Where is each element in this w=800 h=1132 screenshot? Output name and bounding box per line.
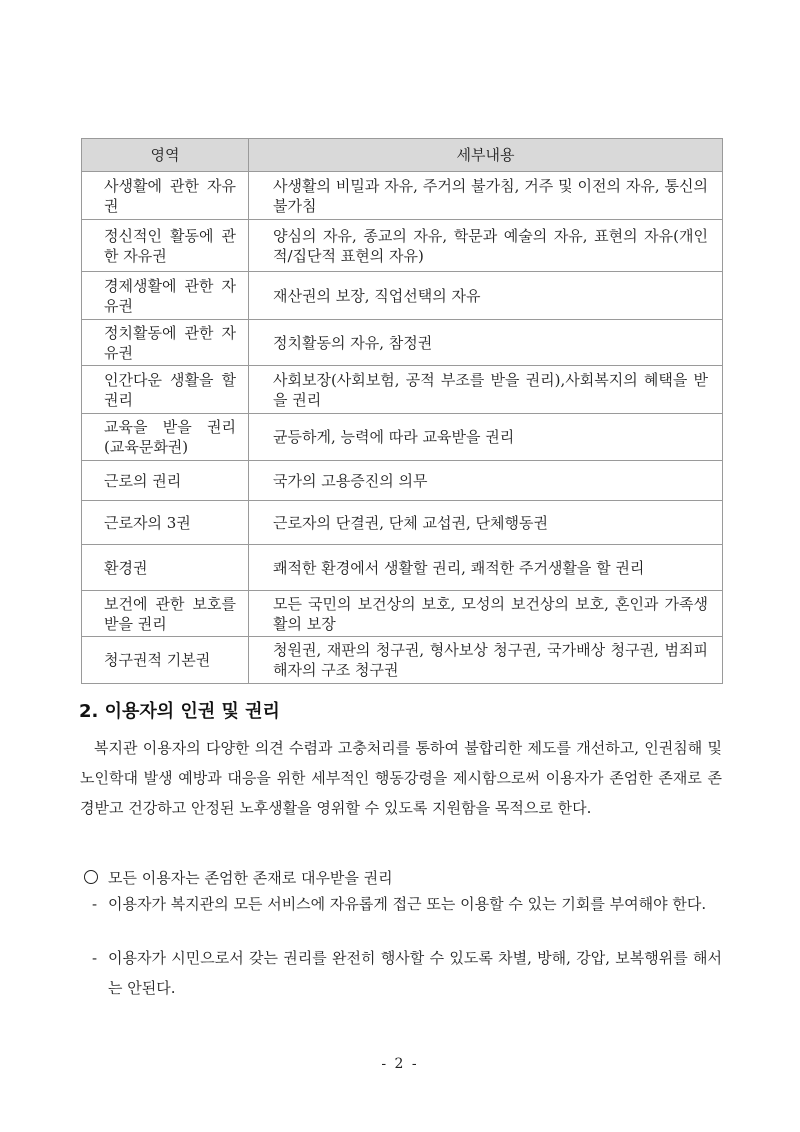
table-row xyxy=(82,461,723,501)
circle-bullet-icon xyxy=(84,870,98,884)
cell-area: 근로의 권리 xyxy=(82,461,249,501)
table-row xyxy=(82,172,723,220)
table-row xyxy=(82,320,723,366)
cell-area: 환경권 xyxy=(82,545,249,591)
table-row xyxy=(82,220,723,272)
cell-detail: 청원권, 재판의 청구권, 형사보상 청구권, 국가배상 청구권, 범죄피해자의 구조 청구권 xyxy=(249,637,723,684)
table-row xyxy=(82,501,723,545)
dash-item-text: 이용자가 복지관의 모든 서비스에 자유롭게 접근 또는 이용할 수 있는 기회를 부여해야 한다. xyxy=(108,895,707,913)
cell-area: 근로자의 3권 xyxy=(82,501,249,545)
cell-detail: 정치활동의 자유, 참정권 xyxy=(249,320,723,366)
cell-area: 사생활에 관한 자유권 xyxy=(82,172,249,220)
cell-area: 경제생활에 관한 자유권 xyxy=(82,272,249,320)
table-row xyxy=(82,366,723,414)
section-intro: 복지관 이용자의 다양한 의견 수렴과 고충처리를 통하여 불합리한 제도를 개선하고, 인권침해 및 노인학대 발생 예방과 대응을 위한 세부적인 행동강령을 제시함으로써 이용자가 존엄한 존재로 존경받고 건강하고 안정된 노후생활을 영위할 수 있도록 지원함을 목적으로 한다. xyxy=(80,739,722,817)
dash-bullet-icon: - xyxy=(92,949,98,967)
table-row xyxy=(82,272,723,320)
dash-item-text: 이용자가 시민으로서 갖는 권리를 완전히 행사할 수 있도록 차별, 방해, 강압, 보복행위를 해서는 안된다. xyxy=(108,949,722,997)
cell-area: 보건에 관한 보호를 받을 권리 xyxy=(82,591,249,637)
cell-detail: 모든 국민의 보건상의 보호, 모성의 보건상의 보호, 혼인과 가족생활의 보장 xyxy=(249,591,723,637)
cell-area: 교육을 받을 권리 (교육문화권) xyxy=(82,414,249,461)
cell-detail: 재산권의 보장, 직업선택의 자유 xyxy=(249,272,723,320)
page-number: - 2 - xyxy=(381,1056,419,1072)
cell-area: 인간다운 생활을 할 권리 xyxy=(82,366,249,414)
rights-table xyxy=(81,138,723,684)
cell-area: 정치활동에 관한 자유권 xyxy=(82,320,249,366)
section-title: 2. 이용자의 인권 및 권리 xyxy=(79,701,280,722)
table-row xyxy=(82,414,723,461)
cell-detail: 균등하게, 능력에 따라 교육받을 권리 xyxy=(249,414,723,461)
table-row xyxy=(82,591,723,637)
bullet-title: 모든 이용자는 존엄한 존재로 대우받을 권리 xyxy=(108,869,393,887)
cell-detail: 근로자의 단결권, 단체 교섭권, 단체행동권 xyxy=(249,501,723,545)
cell-detail: 사생활의 비밀과 자유, 주거의 불가침, 거주 및 이전의 자유, 통신의 불가침 xyxy=(249,172,723,220)
dash-list-item xyxy=(92,943,722,1003)
cell-detail: 양심의 자유, 종교의 자유, 학문과 예술의 자유, 표현의 자유(개인적/집단적 표현의 자유) xyxy=(249,220,723,272)
dash-list-item xyxy=(92,889,722,919)
table-header-row xyxy=(82,139,723,172)
cell-detail: 사회보장(사회보험, 공적 부조를 받을 권리),사회복지의 혜택을 받을 권리 xyxy=(249,366,723,414)
cell-detail: 쾌적한 환경에서 생활할 권리, 쾌적한 주거생활을 할 권리 xyxy=(249,545,723,591)
table-row xyxy=(82,637,723,684)
table-row xyxy=(82,545,723,591)
header-detail: 세부내용 xyxy=(249,139,723,172)
dash-bullet-icon: - xyxy=(92,895,98,913)
cell-area: 청구권적 기본권 xyxy=(82,637,249,684)
cell-area: 정신적인 활동에 관한 자유권 xyxy=(82,220,249,272)
header-area: 영역 xyxy=(82,139,249,172)
cell-detail: 국가의 고용증진의 의무 xyxy=(249,461,723,501)
bullet-item xyxy=(84,868,393,888)
